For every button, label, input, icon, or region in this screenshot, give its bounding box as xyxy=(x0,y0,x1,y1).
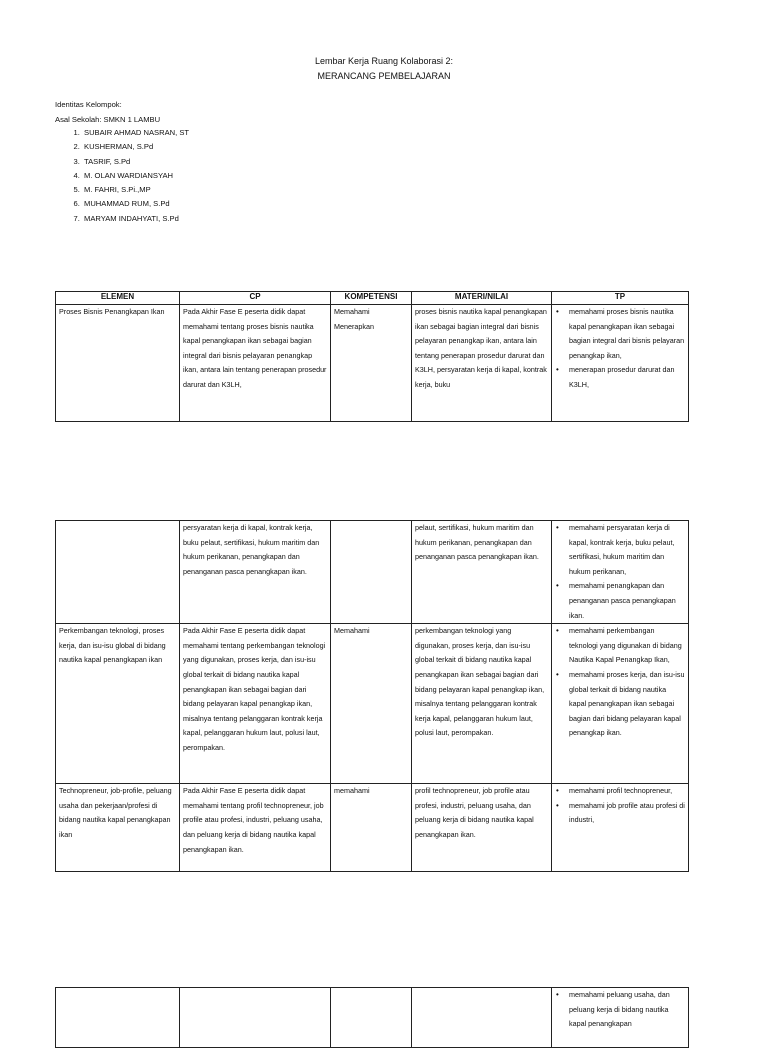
tp-item: • memahami persyaratan kerja di kapal, kontrak kerja, buku pelaut, sertifikasi, hukum maritim dan hukum perikanan, xyxy=(569,521,685,579)
cell-elemen: Proses Bisnis Penangkapan Ikan xyxy=(56,305,180,422)
tp-item: • menerapan prosedur darurat dan K3LH, xyxy=(569,363,685,392)
member-item: 3. TASRIF, S.Pd xyxy=(82,155,189,169)
learning-design-table-page3 xyxy=(55,987,689,1048)
cell-elemen: Perkembangan teknologi, proses kerja, dan isu-isu global di bidang nautika kapal penangkapan ikan xyxy=(56,624,180,784)
member-item: 5. M. FAHRI, S.Pi.,MP xyxy=(82,183,189,197)
cell-elemen xyxy=(56,521,180,624)
cell-elemen: Technopreneur, job-profile, peluang usaha dan pekerjaan/profesi di bidang nautika kapal penangkapan ikan xyxy=(56,784,180,872)
header-kompetensi: KOMPETENSI xyxy=(331,292,412,305)
cell-materi: proses bisnis nautika kapal penangkapan ikan sebagai bagian integral dari bisnis pelayaran penangkap ikan, antara lain tentang penerapan prosedur darurat dan K3LH, persyaratan kerja di kapal, kontrak kerja, buku xyxy=(412,305,552,422)
table-row xyxy=(56,784,689,872)
tp-item: • memahami proses kerja, dan isu-isu global terkait di bidang nautika kapal penangkapan ikan sebagai bagian dari bidang pelayaran kapal penangkap ikan. xyxy=(569,668,685,741)
school-label: Asal Sekolah: SMKN 1 LAMBU xyxy=(55,115,161,124)
cell-tp xyxy=(552,624,689,784)
cell-tp xyxy=(552,305,689,422)
member-item: 2. KUSHERMAN, S.Pd xyxy=(82,140,189,154)
cell-cp xyxy=(180,988,331,1048)
tp-item: • memahami peluang usaha, dan peluang kerja di bidang nautika kapal penangkapan xyxy=(569,988,685,1032)
document-title: Lembar Kerja Ruang Kolaborasi 2: xyxy=(314,56,454,66)
table-row xyxy=(56,624,689,784)
cell-tp xyxy=(552,988,689,1048)
table-header-row xyxy=(56,292,689,305)
cell-elemen xyxy=(56,988,180,1048)
learning-design-table-page2 xyxy=(55,520,689,872)
member-list xyxy=(55,126,189,226)
table-row xyxy=(56,988,689,1048)
tp-item: • memahami penangkapan dan penanganan pasca penangkapan ikan. xyxy=(569,579,685,623)
cell-cp: Pada Akhir Fase E peserta didik dapat memahami tentang profil technopreneur, job profile atau profesi, industri, peluang usaha, dan peluang kerja di bidang nautika kapal penangkapan ikan. xyxy=(180,784,331,872)
tp-item: • memahami profil technopreneur, xyxy=(569,784,685,799)
cell-tp xyxy=(552,784,689,872)
cell-kompetensi: memahami xyxy=(331,784,412,872)
cell-kompetensi: Memahami Menerapkan xyxy=(331,305,412,422)
cell-materi: pelaut, sertifikasi, hukum maritim dan hukum perikanan, penangkapan dan penanganan pasca penangkapan ikan. xyxy=(412,521,552,624)
cell-kompetensi: Memahami xyxy=(331,624,412,784)
member-item: 6. MUHAMMAD RUM, S.Pd xyxy=(82,197,189,211)
identity-label: Identitas Kelompok: xyxy=(55,100,122,109)
table-row xyxy=(56,305,689,422)
tp-item: • memahami job profile atau profesi di industri, xyxy=(569,799,685,828)
tp-item: • memahami proses bisnis nautika kapal penangkapan ikan sebagai bagian integral dari bisnis pelayaran penangkap ikan, xyxy=(569,305,685,363)
cell-cp: Pada Akhir Fase E peserta didik dapat memahami tentang proses bisnis nautika kapal penangkapan ikan sebagai bagian integral dari bisnis pelayaran penangkap ikan, antara lain tentang penerapan prosedur darurat dan K3LH, xyxy=(180,305,331,422)
member-item: 1. SUBAIR AHMAD NASRAN, ST xyxy=(82,126,189,140)
table-row xyxy=(56,521,689,624)
cell-cp: persyaratan kerja di kapal, kontrak kerja, buku pelaut, sertifikasi, hukum maritim dan hukum perikanan, penangkapan dan penanganan pasca penangkapan ikan. xyxy=(180,521,331,624)
tp-item: • memahami perkembangan teknologi yang digunakan di bidang Nautika Kapal Penangkap Ikan, xyxy=(569,624,685,668)
member-item: 7. MARYAM INDAHYATI, S.Pd xyxy=(82,212,189,226)
cell-materi: profil technopreneur, job profile atau profesi, industri, peluang usaha, dan peluang kerja di bidang nautika kapal penangkapan ikan. xyxy=(412,784,552,872)
document-subtitle: MERANCANG PEMBELAJARAN xyxy=(317,71,451,81)
cell-kompetensi xyxy=(331,521,412,624)
header-cp: CP xyxy=(180,292,331,305)
header-tp: TP xyxy=(552,292,689,305)
learning-design-table-page1 xyxy=(55,291,689,422)
header-materi: MATERI/NILAI xyxy=(412,292,552,305)
member-item: 4. M. OLAN WARDIANSYAH xyxy=(82,169,189,183)
cell-kompetensi xyxy=(331,988,412,1048)
header-elemen: ELEMEN xyxy=(56,292,180,305)
cell-cp: Pada Akhir Fase E peserta didik dapat memahami tentang perkembangan teknologi yang digunakan, proses kerja, dan isu-isu global terkait di bidang nautika kapal penangkapan ikan sebagai bagian dari bidang pelayaran kapal penangkap ikan, misalnya tentang pelanggaran kontrak kerja kapal, pelanggaran hukum laut, polusi laut, perompakan. xyxy=(180,624,331,784)
cell-materi xyxy=(412,988,552,1048)
cell-tp xyxy=(552,521,689,624)
cell-materi: perkembangan teknologi yang digunakan, proses kerja, dan isu-isu global terkait di bidang nautika kapal penangkapan ikan sebagai bagian dari bidang pelayaran kapal penangkap ikan, misalnya tentang pelanggaran kontrak kerja kapal, pelanggaran hukum laut, polusi laut, perompakan. xyxy=(412,624,552,784)
